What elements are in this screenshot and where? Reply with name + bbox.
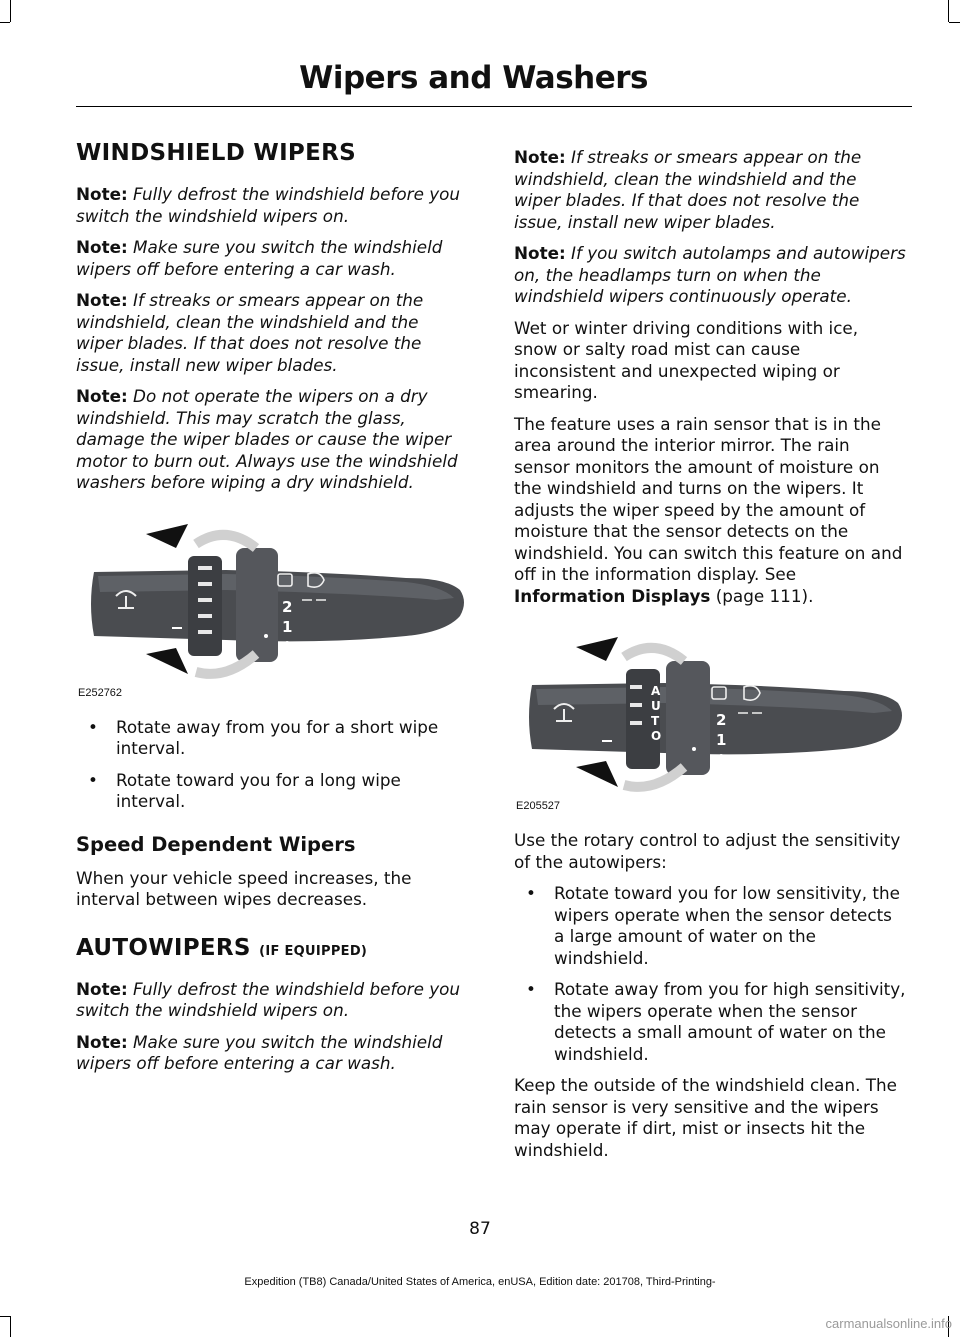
figure-code: E205527	[516, 800, 561, 812]
watermark: carmanualsonline.info	[825, 1316, 952, 1331]
note-paragraph	[76, 237, 468, 280]
speed-mark-two: 2	[716, 711, 727, 729]
bullet-list	[514, 883, 906, 1065]
note-text: If streaks or smears appear on the windshield, clean the windshield and the wiper blades. If that does not resolve the issue, install new wiper blades.	[514, 147, 862, 232]
note-paragraph	[76, 290, 468, 376]
section-title-autowipers	[76, 935, 468, 961]
subsection-title-speed-dependent: Speed Dependent Wipers	[76, 832, 356, 856]
crop-mark-bottom-left-v	[10, 1316, 11, 1337]
note-text: Do not operate the wipers on a dry windshield. This may scratch the glass, damage the wiper blades or cause the wiper motor to burn out. Always use the windshield washers before wiping a dry windshield.	[76, 386, 458, 492]
bullet-list	[76, 717, 468, 813]
note-paragraph	[76, 979, 468, 1022]
note-text: Fully defrost the windshield before you switch the windshield wipers on.	[76, 978, 461, 1020]
crop-mark-top-right-h	[949, 22, 960, 23]
note-label: Note:	[76, 184, 128, 204]
page-header-title: Wipers and Washers	[299, 60, 648, 96]
crop-mark-top-left-h	[0, 22, 10, 23]
paragraph: Use the rotary control to adjust the sensitivity of the autowipers:	[514, 830, 901, 872]
list-item: • Rotate toward you for a long wipe interval.	[76, 770, 468, 813]
right-column	[514, 147, 906, 1171]
speed-mark-one: 1	[282, 617, 293, 636]
paragraph	[514, 414, 906, 608]
list-item: • Rotate away from you for a short wipe interval.	[76, 717, 468, 760]
auto-letter: O	[651, 729, 662, 743]
note-label: Note:	[76, 386, 128, 406]
wiper-stalk-figure	[76, 504, 468, 699]
crop-mark-top-left-v	[10, 0, 11, 22]
crop-mark-top-right-v	[948, 0, 949, 22]
note-text: If you switch autolamps and autowipers on, the headlamps turn on when the windshield wipers continuously operate.	[514, 243, 906, 306]
auto-letter: T	[651, 714, 660, 728]
page-number: 87	[469, 1219, 491, 1239]
note-label: Note:	[76, 1031, 128, 1052]
section-title-suffix: (IF EQUIPPED)	[259, 943, 368, 959]
speed-mark-zero: 0	[718, 753, 725, 764]
page-reference: (page 111).	[710, 585, 814, 606]
autowiper-stalk-illustration	[514, 617, 906, 795]
paragraph: Wet or winter driving conditions with ice, snow or salty road mist can cause inconsistent and unexpected wiping or smearing.	[514, 317, 859, 402]
list-item: • Rotate away from you for high sensitivity, the wipers operate when the sensor detects a small amount of water on the windshield.	[514, 979, 906, 1065]
auto-letter: A	[651, 684, 661, 698]
speed-mark-two: 2	[282, 597, 293, 616]
note-paragraph	[76, 1032, 468, 1075]
paragraph-text: The feature uses a rain sensor that is in the area around the interior mirror. The rain sensor monitors the amount of moisture on the windshield and turns on the wipers. It adjusts the wiper speed by the amount of moisture that the sensor detects on the windshield. You can switch this feature on and off in the information display. See	[514, 413, 903, 584]
autowiper-stalk-figure	[514, 617, 906, 812]
section-title-text: AUTOWIPERS	[76, 934, 251, 961]
note-paragraph	[76, 184, 468, 227]
note-paragraph	[514, 243, 906, 308]
list-item: • Rotate toward you for low sensitivity, the wipers operate when the sensor detects a large amount of water on the windshield.	[514, 883, 906, 969]
wiper-stalk-illustration	[76, 504, 468, 682]
speed-mark-zero: 0	[284, 639, 291, 651]
speed-mark-one: 1	[716, 731, 727, 749]
note-text: Fully defrost the windshield before you switch the windshield wipers on.	[76, 184, 461, 226]
paragraph: When your vehicle speed increases, the interval between wipes decreases.	[76, 867, 412, 909]
crop-mark-bottom-left-h	[0, 1316, 10, 1317]
auto-letter: U	[651, 699, 661, 713]
note-text: Make sure you switch the windshield wipers off before entering a car wash.	[76, 237, 443, 279]
note-paragraph	[514, 147, 906, 233]
left-column	[76, 140, 468, 1085]
header-rule	[76, 106, 912, 107]
note-label: Note:	[76, 290, 128, 310]
note-paragraph	[76, 386, 468, 494]
section-title-windshield-wipers: WINDSHIELD WIPERS	[76, 140, 356, 166]
paragraph: Keep the outside of the windshield clean. The rain sensor is very sensitive and the wipers may operate if dirt, mist or insects hit the windshield.	[514, 1075, 897, 1160]
note-label: Note:	[76, 237, 128, 257]
note-label: Note:	[514, 147, 566, 167]
note-text: Make sure you switch the windshield wipers off before entering a car wash.	[76, 1031, 443, 1073]
note-text: If streaks or smears appear on the windshield, clean the windshield and the wiper blades. If that does not resolve the issue, install new wiper blades.	[76, 290, 424, 375]
cross-reference-link[interactable]: Information Displays	[514, 585, 711, 606]
footer-edition-text: Expedition (TB8) Canada/United States of America, enUSA, Edition date: 201708, Third-Printing-	[244, 1276, 716, 1288]
note-label: Note:	[76, 978, 128, 999]
note-label: Note:	[514, 243, 566, 263]
figure-code: E252762	[78, 686, 123, 699]
